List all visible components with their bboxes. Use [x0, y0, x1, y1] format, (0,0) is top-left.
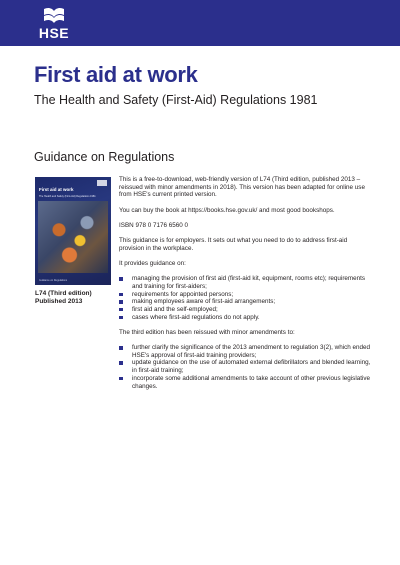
page-subtitle: The Health and Safety (First-Aid) Regulations 1981	[34, 93, 318, 107]
header-band	[0, 0, 400, 46]
cover-logo	[97, 180, 107, 186]
hse-logo-text: HSE	[38, 25, 70, 41]
cover-subtitle: The Health and Safety (First-Aid) Regulations 1981	[39, 195, 96, 198]
isbn-paragraph: ISBN 978 0 7176 6560 0	[119, 221, 188, 229]
book-cover	[35, 177, 111, 285]
crown-icon	[40, 6, 68, 24]
bullet-icon	[119, 377, 123, 381]
list-item-text: making employees aware of first-aid arrangements;	[132, 298, 276, 306]
bullet-icon	[119, 346, 123, 350]
list-item	[119, 291, 373, 299]
book-caption	[35, 290, 92, 306]
bullet-icon	[119, 277, 123, 281]
list-item-text: cases where first-aid regulations do not apply.	[132, 313, 260, 321]
guidance-heading: Guidance on Regulations	[34, 150, 175, 164]
bullet-icon	[119, 316, 123, 320]
cover-footer: Guidance on Regulations	[39, 279, 68, 282]
caption-edition: L74 (Third edition)	[35, 290, 92, 297]
list-item-text: incorporate some additional amendments to take account of other previous legislative changes.	[132, 374, 371, 390]
intro-paragraph: This is a free-to-download, web-friendly version of L74 (Third edition, published 2013 – reissued with minor amendments in 2018). This version has been adapted for online use from HSE's current printed version.	[119, 176, 365, 199]
body-text	[119, 176, 373, 398]
list-item	[119, 344, 373, 359]
list-item	[119, 359, 373, 374]
cover-photo	[38, 201, 108, 273]
bullet-icon	[119, 361, 123, 365]
list-item	[119, 314, 373, 322]
list-item	[119, 298, 373, 306]
bullet-icon	[119, 293, 123, 297]
cover-title: First aid at work	[39, 187, 74, 192]
purchase-paragraph: You can buy the book at https://books.hse.gov.uk/ and most good bookshops.	[119, 206, 335, 214]
bullet-icon	[119, 308, 123, 312]
list-item	[119, 275, 373, 290]
list-item-text: first aid and the self-employed;	[132, 305, 218, 313]
list-item-text: update guidance on the use of automated external defibrillators and blended learning, in first-aid training;	[132, 359, 371, 375]
list-item-text: managing the provision of first aid (first-aid kit, equipment, rooms etc); requirements and training for first-aiders;	[132, 275, 366, 290]
list-item	[119, 306, 373, 314]
list-item-text: requirements for appointed persons;	[132, 290, 234, 298]
provides-paragraph: It provides guidance on:	[119, 259, 186, 267]
page-title: First aid at work	[34, 62, 198, 87]
list-item	[119, 375, 373, 390]
list-item-text: further clarify the significance of the 2013 amendment to regulation 3(2), which ended HSE's approval of first-aid training providers;	[132, 344, 371, 359]
hse-logo	[34, 6, 74, 42]
amendments-list	[119, 344, 373, 390]
reissue-paragraph: The third edition has been reissued with minor amendments to:	[119, 328, 295, 336]
guidance-list	[119, 275, 373, 321]
audience-paragraph: This guidance is for employers. It sets out what you need to do to address first-aid provision in the workplace.	[119, 237, 348, 252]
caption-published: Published 2013	[35, 298, 83, 305]
bullet-icon	[119, 300, 123, 304]
